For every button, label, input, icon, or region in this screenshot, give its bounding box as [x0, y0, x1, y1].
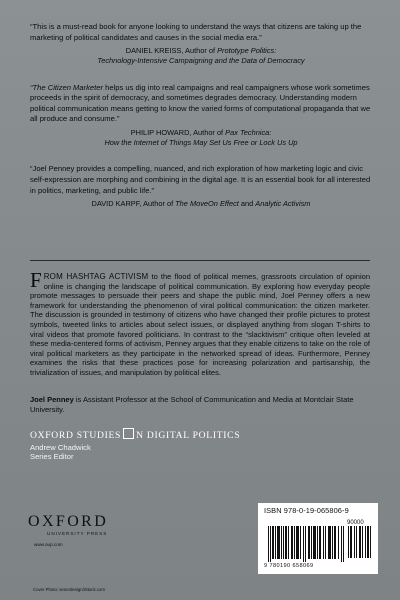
isbn-number: ISBN 978-0-19-065806-9	[264, 506, 349, 515]
endorsement-attribution: DANIEL KREISS, Author of Prototype Politics: Technology-Intensive Campaigning and the Data of Democracy	[97, 46, 305, 66]
book-description: FROM HASHTAG ACTIVISM to the flood of political memes, grassroots circulation of opinion online is changing the landscape of political communication. By exploring how everyday people promote messages to persuade their peers and shape the public mind, Joel Penney offers a new framework for understanding the phenomenon of viral political communication: the citizen marketer. The discussion is grounded in testimony of citizens who have changed their profile pictures to protest symbols, tweeted links to articles about select issues, or displayed anything from slogan T-shirts to viral videos that promote favored politicians. In contrast to the “slacktivism” critique often leveled at these media-centered forms of activism, Penney argues that they enable citizens to take on the role of viral political marketers as they participate in the networked spread of ideas. Furthermore, Penney examines the risks that these practices pose for increasing polarization and partisanship, the trivialization of issues, and manipulation by political elites.	[30, 268, 370, 377]
publisher-name: OXFORD	[28, 513, 109, 530]
publisher-logo	[28, 514, 148, 536]
series-title: OXFORD STUDIES N DIGITAL POLITICS	[30, 430, 241, 441]
endorsement-quote: “The Citizen Marketer helps us dig into real campaigns and real campaigners whose work sometimes proceeds in the spirit of democracy, and sometimes degrades democracy. Understanding modern political communication means getting to know the varied forms of computational propaganda that we all produce and consume.”	[30, 82, 371, 124]
isbn-barcode-box	[258, 503, 378, 574]
endorsement-karpf	[30, 164, 372, 209]
endorsement-quote: “Joel Penney provides a compelling, nuanced, and rich exploration of how marketing logic and civic self-expression are morphing and combining in the digital age. It is an essential book for all interested in politics, marketing, and public life.”	[30, 164, 371, 195]
publisher-url[interactable]: www.oup.com	[34, 542, 63, 547]
endorsement-attribution: DAVID KARPF, Author of The MoveOn Effect and Analytic Activism	[91, 199, 311, 209]
author-bio: Joel Penney is Assistant Professor at the School of Communication and Media at Montclair State University.	[30, 395, 354, 414]
barcode-digits: 9 780190 658069	[264, 563, 314, 569]
cover-credit: Cover Photo: senerdesign/iStock.com	[33, 587, 105, 592]
endorsements	[30, 22, 372, 225]
series-editor: Andrew Chadwick Series Editor	[30, 443, 91, 461]
drop-cap: F	[30, 268, 42, 292]
divider	[30, 260, 370, 261]
publisher-subname: UNIVERSITY PRESS	[47, 531, 108, 536]
series-block	[30, 428, 270, 461]
price-barcode-icon	[348, 526, 372, 558]
endorsement-attribution: PHILIP HOWARD, Author of Pax Technica: How the Internet of Things May Set Us Free or Lock Us Up	[104, 127, 298, 148]
endorsement-howard	[30, 83, 372, 149]
price-code: 90000	[347, 520, 364, 526]
series-logo-square-icon	[123, 428, 134, 439]
endorsement-quote: “This is a must-read book for anyone looking to understand the ways that citizens are taking up the marketing of political candidates and causes in the social media era.”	[30, 22, 362, 42]
barcode-icon	[268, 526, 346, 562]
endorsement-kreiss	[30, 22, 372, 67]
